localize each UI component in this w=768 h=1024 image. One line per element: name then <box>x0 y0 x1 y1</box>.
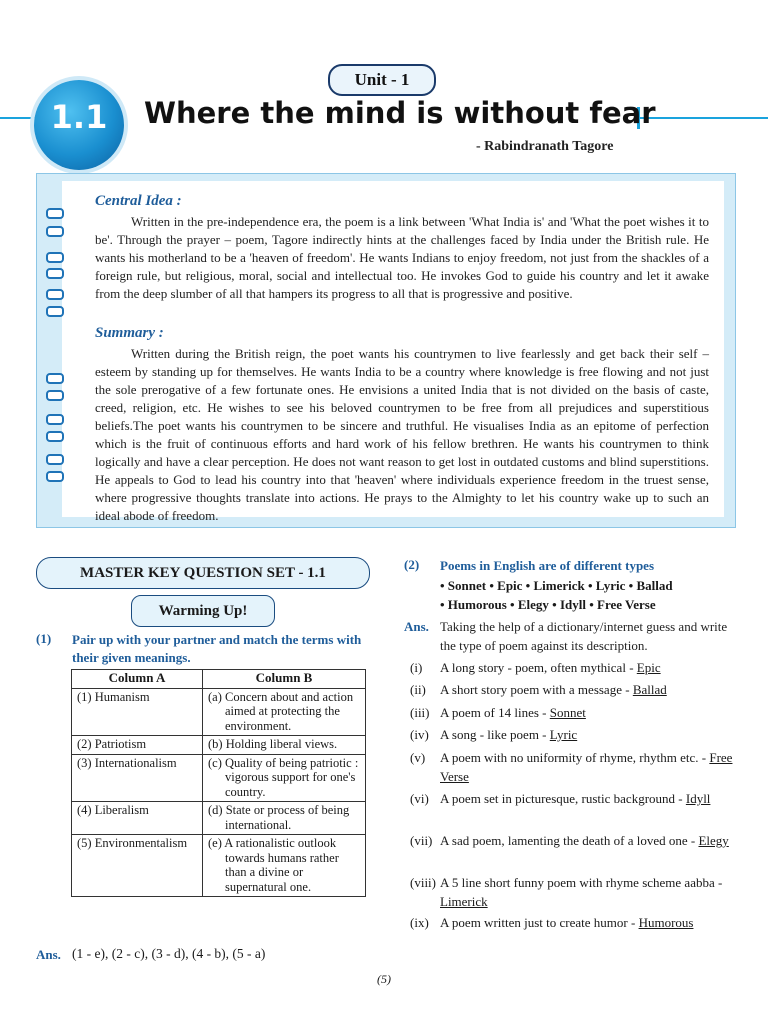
list-item <box>440 658 736 677</box>
central-idea-heading: Central Idea : <box>95 193 182 209</box>
list-item-answer: Elegy <box>698 833 729 848</box>
table-row <box>72 835 366 897</box>
list-item <box>440 703 736 722</box>
list-item-answer: Humorous <box>638 915 694 930</box>
page-title: Where the mind is without fear <box>144 96 656 130</box>
list-item-number: (vii) <box>410 833 433 848</box>
question-2-number: (2) <box>404 557 420 572</box>
warming-up-title: Warming Up! <box>131 595 275 627</box>
central-idea-text: Written in the pre-independence era, the poem is a link between 'What India is' and 'What the poet wishes it to be'. Through the prayer – poem, Tagore indirectly hints at the challenges faced by India under the British rule. He wants his motherland to be a 'heaven of freedom'. He wants Indians to enjoy freedom, not just from the shackles of a foreign rule, but religious, moral, social and intellectual too. He invokes God to guide his country and let it awake from the deep slumber of all that hampers its progress to all that is progressive and positive. <box>95 214 709 301</box>
column-a-cell: (2) Patriotism <box>72 736 203 755</box>
page-number: (5) <box>377 972 391 986</box>
summary-text: Written during the British reign, the poet wants his countrymen to live fearlessly and get back their self – esteem by standing up for themselves. He wants India to be a country where knowledge is free flowing and not just the sole prerogative of a few fortunate ones. He envisions a united India that is not divided on the basis of caste, creed, religion, etc. He wishes to see his beloved countrymen to be free from all prejudices and superstitious beliefs.The poet wants his countrymen to be sincere and truthful. He visualises India as an epitome of perfection which is the fruit of continuous efforts and hard work of his fellow brethren. He wants his countrymen to think logically and have a clear perception. He does not want reason to get lost in outdated customs and blind superstitions. He appeals to God to lead his country into that 'heaven' where individuals experience freedom in the truest sense, where progressive thoughts translate into actions. He prays to the Almighty to let his country wake up to such an ideal abode of freedom. <box>95 346 709 523</box>
column-a-cell: (3) Internationalism <box>72 754 203 802</box>
answer-2-label: Ans. <box>404 619 429 634</box>
column-b-cell-wrap <box>203 688 366 736</box>
ring-icon <box>46 226 64 237</box>
list-item-answer: Lyric <box>549 727 578 742</box>
ring-icon <box>46 306 64 317</box>
ring-icon <box>46 414 64 425</box>
list-item-desc: A poem written just to create humor - <box>440 915 639 930</box>
master-key-title: MASTER KEY QUESTION SET - 1.1 <box>36 557 370 589</box>
match-table <box>71 669 366 897</box>
ring-icon <box>46 373 64 384</box>
list-item <box>440 748 736 786</box>
column-a-cell: (1) Humanism <box>72 688 203 736</box>
column-b-cell: (c) Quality of being patriotic : vigorous support for one's country. <box>208 755 359 799</box>
list-item-answer: Sonnet <box>549 705 586 720</box>
list-item <box>440 913 736 932</box>
list-item-number: (ix) <box>410 915 429 930</box>
list-item <box>440 831 736 850</box>
column-b-cell-wrap <box>203 835 366 897</box>
list-item-desc: A 5 line short funny poem with rhyme scheme aabba - <box>440 875 723 890</box>
ring-icon <box>46 289 64 300</box>
column-b-cell: (e) A rationalistic outlook towards humans rather than a divine or supernatural one. <box>208 836 339 894</box>
list-item-answer: Free Verse <box>440 750 733 784</box>
question-1-text: Pair up with your partner and match the terms with their given meanings. <box>72 632 362 665</box>
header-rule-right <box>637 117 768 119</box>
table-header-row <box>72 670 366 689</box>
list-item <box>440 789 736 808</box>
list-item-answer: Idyll <box>685 791 711 806</box>
column-b-cell: (b) Holding liberal views. <box>208 737 338 751</box>
list-item-number: (iii) <box>410 705 430 720</box>
column-b-cell-wrap <box>203 754 366 802</box>
poem-types-line-2: • Humorous • Elegy • Idyll • Free Verse <box>440 597 656 612</box>
list-item-answer: Ballad <box>632 682 667 697</box>
list-item-number: (ii) <box>410 682 426 697</box>
question-1-number: (1) <box>36 631 52 646</box>
list-item-number: (viii) <box>410 875 436 890</box>
list-item-number: (v) <box>410 750 426 765</box>
list-item-answer: Limerick <box>440 894 488 909</box>
ring-icon <box>46 471 64 482</box>
column-b-cell: (d) State or process of being international. <box>208 803 350 832</box>
list-item-desc: A poem with no uniformity of rhyme, rhythm etc. - <box>440 750 710 765</box>
ring-icon <box>46 208 64 219</box>
column-b-cell-wrap <box>203 802 366 835</box>
list-item-desc: A song - like poem - <box>440 727 550 742</box>
ring-icon <box>46 390 64 401</box>
column-a-cell: (4) Liberalism <box>72 802 203 835</box>
column-b-cell: (a) Concern about and action aimed at protecting the environment. <box>208 689 354 733</box>
question-2-text: Poems in English are of different types <box>440 558 655 573</box>
list-item-desc: A sad poem, lamenting the death of a loved one - <box>440 833 699 848</box>
answer-2-intro: Taking the help of a dictionary/internet guess and write the type of poem against its description. <box>440 619 728 653</box>
table-row <box>72 802 366 835</box>
column-b-header: Column B <box>203 670 366 689</box>
list-item-number: (vi) <box>410 791 429 806</box>
column-b-cell-wrap <box>203 736 366 755</box>
list-item-desc: A short story poem with a message - <box>440 682 633 697</box>
list-item-answer: Epic <box>636 660 661 675</box>
list-item-desc: A poem set in picturesque, rustic background - <box>440 791 686 806</box>
unit-number: 1.1 <box>50 98 108 136</box>
ring-icon <box>46 252 64 263</box>
answer-1-text: (1 - e), (2 - c), (3 - d), (4 - b), (5 - a) <box>72 946 266 961</box>
list-item <box>440 873 736 911</box>
summary-heading: Summary : <box>95 325 164 341</box>
list-item <box>440 725 736 744</box>
table-row <box>72 736 366 755</box>
table-row <box>72 754 366 802</box>
ring-icon <box>46 431 64 442</box>
table-row <box>72 688 366 736</box>
unit-label: Unit - 1 <box>328 64 436 96</box>
ring-icon <box>46 268 64 279</box>
ring-icon <box>46 454 64 465</box>
list-item <box>440 680 736 699</box>
column-a-header: Column A <box>72 670 203 689</box>
author: - Rabindranath Tagore <box>476 139 614 154</box>
list-item-number: (iv) <box>410 727 429 742</box>
column-a-cell: (5) Environmentalism <box>72 835 203 897</box>
list-item-number: (i) <box>410 660 423 675</box>
list-item-desc: A long story - poem, often mythical - <box>440 660 637 675</box>
list-item-desc: A poem of 14 lines - <box>440 705 550 720</box>
poem-types-line-1: • Sonnet • Epic • Limerick • Lyric • Ballad <box>440 578 673 593</box>
answer-1-label: Ans. <box>36 947 61 962</box>
